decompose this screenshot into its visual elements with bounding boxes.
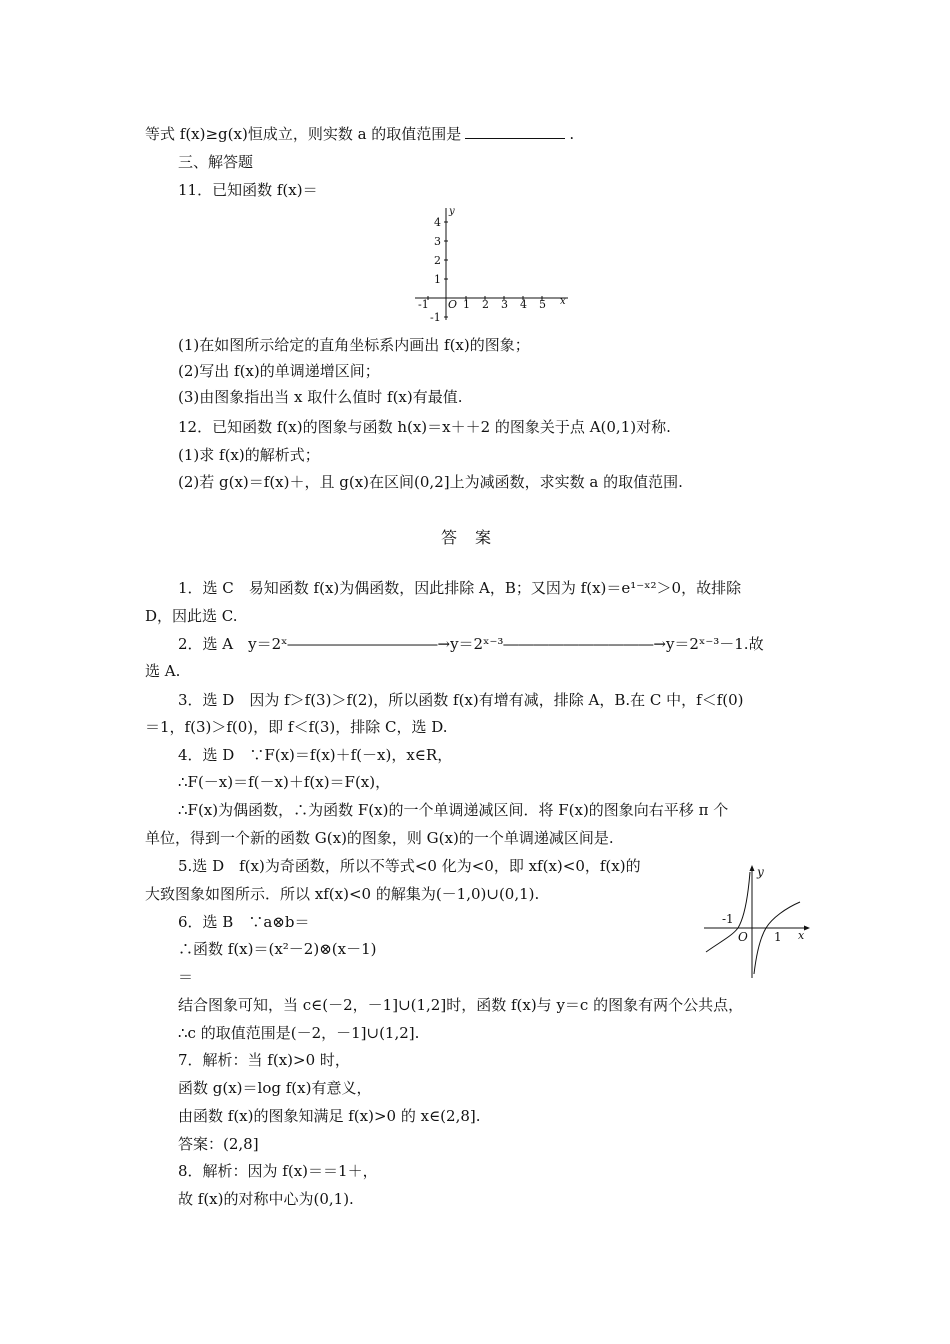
x-tick-label: 3 bbox=[501, 298, 508, 311]
x-tick-label: 5 bbox=[539, 298, 546, 311]
answer-line: 1．选 C 易知函数 f(x)为偶函数，因此排除 A，B；又因为 f(x)＝e¹⁻ˣ²＞0，故排除 bbox=[178, 579, 742, 597]
answer-line: 单位，得到一个新的函数 G(x)的图象，则 G(x)的一个单调递减区间是. bbox=[145, 829, 614, 847]
sketch-one-label: 1 bbox=[774, 930, 782, 944]
answer-line: 2．选 A y＝2ˣ――――――――――→y＝2ˣ⁻³――――――――――→y＝2ˣ⁻³－1.故 bbox=[178, 635, 764, 653]
x-axis-label: x bbox=[560, 296, 566, 307]
answer-line: 8．解析：因为 f(x)＝＝1＋， bbox=[178, 1162, 378, 1180]
x-tick-label: 2 bbox=[482, 298, 489, 311]
answer-blank[interactable] bbox=[465, 124, 565, 139]
odd-function-sketch bbox=[700, 862, 815, 980]
coordinate-grid-figure bbox=[410, 200, 575, 325]
y-tick-label: 2 bbox=[434, 254, 441, 267]
q11-part-2: (2)写出 f(x)的单调递增区间； bbox=[178, 362, 380, 380]
answer-line: 7．解析：当 f(x)>0 时， bbox=[178, 1051, 350, 1069]
answer-line: ∴F(－x)＝f(－x)＋f(x)＝F(x)， bbox=[178, 773, 391, 791]
x-tick-label: 4 bbox=[520, 298, 527, 311]
x-tick-label: -1 bbox=[418, 298, 429, 311]
section-heading: 三、解答题 bbox=[178, 153, 254, 171]
q11-part-1: (1)在如图所示给定的直角坐标系内画出 f(x)的图象； bbox=[178, 336, 530, 354]
y-tick-label: 4 bbox=[434, 216, 441, 229]
answer-line: 结合图象可知，当 c∈(－2，－1]∪(1,2]时，函数 f(x)与 y＝c 的图象有两个公共点， bbox=[178, 996, 744, 1014]
sketch-x-arrow bbox=[804, 926, 810, 931]
sketch-neg-one-label: -1 bbox=[722, 912, 734, 926]
sketch-x-label: x bbox=[798, 929, 805, 942]
answer-line: D，因此选 C. bbox=[145, 607, 238, 625]
answer-line: 6．选 B ∵a⊗b＝ bbox=[178, 913, 310, 931]
answers-title: 答案 bbox=[440, 528, 509, 547]
q11-part-3: (3)由图象指出当 x 取什么值时 f(x)有最值. bbox=[178, 388, 463, 406]
answer-line: 3．选 D 因为 f＞f(3)＞f(2)，所以函数 f(x)有增有减，排除 A，B.在 C 中，f＜f(0) bbox=[178, 691, 744, 709]
y-axis-label: y bbox=[449, 206, 455, 217]
x-tick-label: 1 bbox=[463, 298, 470, 311]
answer-line: 故 f(x)的对称中心为(0,1). bbox=[178, 1190, 354, 1208]
answer-line: 大致图象如图所示．所以 xf(x)<0 的解集为(－1,0)∪(0,1). bbox=[145, 885, 540, 903]
sketch-origin-label: O bbox=[738, 930, 748, 944]
answer-line: 由函数 f(x)的图象知满足 f(x)>0 的 x∈(2,8]. bbox=[178, 1107, 481, 1125]
q10-text: 等式 f(x)≥g(x)恒成立，则实数 a 的取值范围是 bbox=[145, 125, 462, 143]
y-tick-label: -1 bbox=[430, 311, 441, 324]
y-tick-label: 3 bbox=[434, 235, 441, 248]
answer-line: 答案：(2,8] bbox=[178, 1135, 259, 1153]
answer-line: ∴F(x)为偶函数，∴为函数 F(x)的一个单调递减区间．将 F(x)的图象向右平移 π 个 bbox=[178, 801, 729, 819]
q12-text: 12．已知函数 f(x)的图象与函数 h(x)＝x＋＋2 的图象关于点 A(0,1)对称. bbox=[178, 418, 671, 436]
q12-part-1: (1)求 f(x)的解析式； bbox=[178, 446, 320, 464]
answer-line: ∴c 的取值范围是(－2，－1]∪(1,2]. bbox=[178, 1024, 420, 1042]
q10-period: . bbox=[569, 125, 575, 143]
answer-line: 选 A. bbox=[145, 662, 181, 680]
y-tick-label: 1 bbox=[434, 273, 441, 286]
sketch-y-label: y bbox=[757, 865, 764, 879]
sketch-y-arrow bbox=[750, 865, 755, 871]
q11-text: 11．已知函数 f(x)＝ bbox=[178, 181, 318, 199]
answer-line: 4．选 D ∵F(x)＝f(x)＋f(－x)，x∈R， bbox=[178, 746, 453, 764]
answer-line: 5.选 D f(x)为奇函数，所以不等式<0 化为<0，即 xf(x)<0，f(x)的 bbox=[178, 857, 641, 875]
q12-part-2: (2)若 g(x)＝f(x)＋，且 g(x)在区间(0,2]上为减函数，求实数 a 的取值范围. bbox=[178, 473, 683, 491]
answer-line: ∴函数 f(x)＝(x²－2)⊗(x－1) bbox=[178, 940, 377, 958]
origin-label: O bbox=[448, 298, 458, 311]
q10-tail-line bbox=[145, 124, 574, 144]
answer-line: ＝ bbox=[178, 968, 194, 986]
answer-line: 函数 g(x)＝log f(x)有意义， bbox=[178, 1079, 372, 1097]
answer-line: ＝1，f(3)＞f(0)，即 f＜f(3)，排除 C，选 D. bbox=[145, 718, 448, 736]
